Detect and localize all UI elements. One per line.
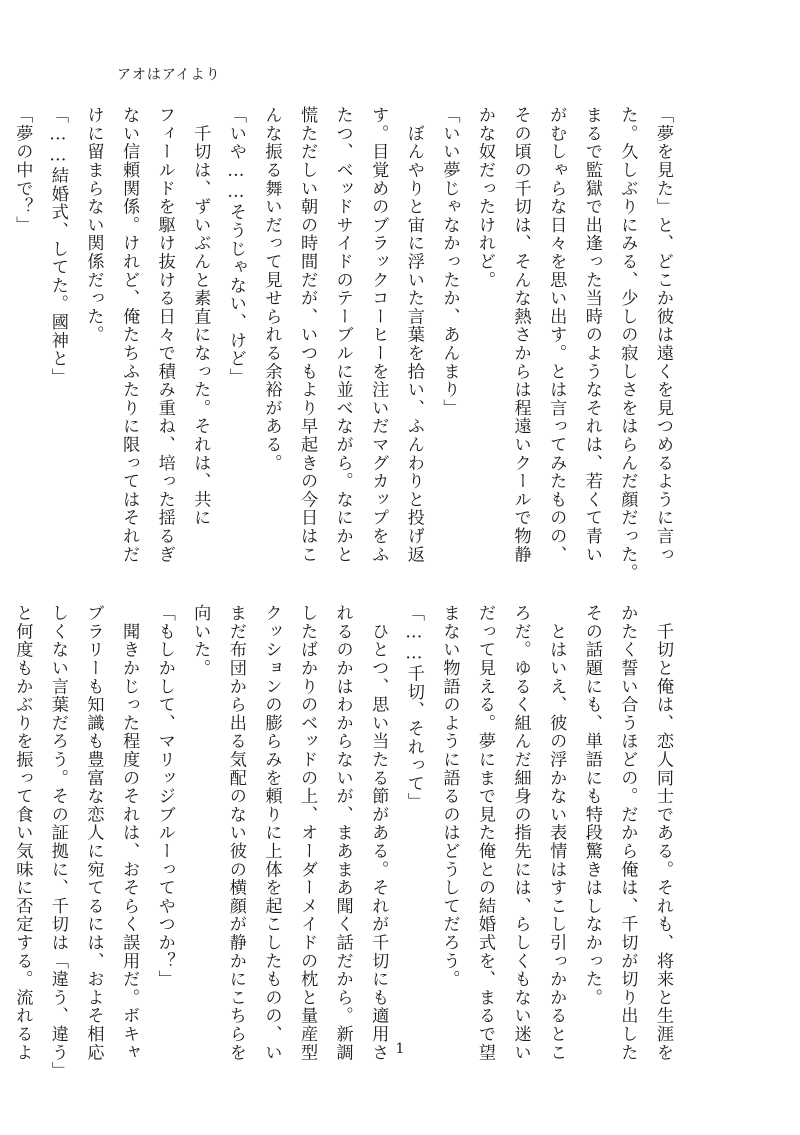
- running-header: アオはアイより: [117, 67, 221, 83]
- text-line: とはいえ、彼の浮かない表情はすこし引っかかるとこ: [546, 604, 567, 1062]
- text-line: まない物語のように語るのはどうしてだろう。: [439, 604, 460, 989]
- text-line: す。目覚めのブラックコーヒーを注いだマグカップをふ: [368, 106, 389, 564]
- text-line: 千切と俺は、恋人同士である。それも、将来と生涯を: [653, 604, 673, 1062]
- text-line: 「……結婚式、してた。國神と」: [47, 106, 68, 387]
- bottom-text-block: [0, 604, 680, 1080]
- text-line: [0, 106, 4, 556]
- text-line: したばかりのベッドの上、オーダーメイドの枕と量産型: [297, 604, 318, 1062]
- text-line: 向いた。: [190, 604, 211, 678]
- text-line: 聞きかじった程度のそれは、おそらく誤用だ。ボキャ: [119, 604, 140, 1062]
- text-line: その頃の千切は、そんな熱さからは程遠いクールで物静: [510, 106, 531, 564]
- text-line: [0, 604, 4, 1034]
- top-text-block: [0, 106, 680, 582]
- text-line: まるで監獄で出逢った当時のようなそれは、若くて青い: [581, 106, 602, 564]
- text-line: かたく誓い合うほどの。だから俺は、千切が切り出した: [617, 604, 638, 1062]
- text-line: がむしゃらな日々を思い出す。とは言ってみたものの、: [546, 106, 567, 564]
- text-line: ブラリーも知識も豊富な恋人に宛てるには、およそ相応: [83, 604, 104, 1062]
- text-line: 「いい夢じゃなかったか、あんまり」: [439, 106, 460, 418]
- text-line: と何度もかぶりを振って食い気味に否定する。流れるよ: [12, 604, 33, 1062]
- text-line: ろだ。ゆるく組んだ細身の指先には、らしくもない迷い: [510, 604, 531, 1062]
- text-line: れるのかはわからないが、まあまあ聞く話だから。新調: [332, 604, 353, 1062]
- text-line: フィールドを駆け抜ける日々で積み重ね、培った揺るぎ: [154, 106, 175, 564]
- text-line: ひとつ、思い当たる節がある。それが千切にも適用さ: [368, 604, 389, 1062]
- text-line: たつ、ベッドサイドのテーブルに並べながら。なにかと: [332, 106, 353, 564]
- text-line: た。久しぶりにみる、少しの寂しさをはらんだ顔だった。: [617, 106, 638, 582]
- text-line: けに留まらない関係だった。: [83, 106, 104, 344]
- text-line: 「夢を見た」と、どこか彼は遠くを見つめるように言っ: [653, 106, 673, 564]
- text-line: ぼんやりと宙に浮いた言葉を拾い、ふんわりと投げ返: [403, 106, 424, 564]
- text-line: 慌ただしい朝の時間だが、いつもより早起きの今日はこ: [297, 106, 318, 564]
- text-line: まだ布団から出る気配のない彼の横顔が静かにこちらを: [225, 604, 246, 1062]
- text-line: かな奴だったけれど。: [475, 106, 496, 289]
- text-line: だって見える。夢にまで見た俺との結婚式を、まるで望: [475, 604, 496, 1062]
- text-line: 千切は、ずいぶんと素直になった。それは、共に: [190, 106, 211, 527]
- text-line: んな振る舞いだって見せられる余裕がある。: [261, 106, 282, 472]
- text-line: しくない言葉だろう。その証拠に、千切は「違う、違う」: [47, 604, 68, 1080]
- text-line: クッションの膨らみを頼りに上体を起こしたものの、い: [261, 604, 282, 1062]
- text-line: ない信頼関係。けれど、俺たちふたりに限ってはそれだ: [119, 106, 140, 564]
- text-line: 「夢の中で？」: [12, 106, 33, 235]
- text-line: 「もしかして、マリッジブルーってやつか？」: [154, 604, 175, 989]
- text-line: 「いや……そうじゃない、けど」: [225, 106, 246, 387]
- text-line: 「……千切、それって」: [403, 604, 424, 811]
- page-number: 1: [395, 1041, 405, 1057]
- text-line: その話題にも、単語にも特段驚きはしなかった。: [581, 604, 602, 1007]
